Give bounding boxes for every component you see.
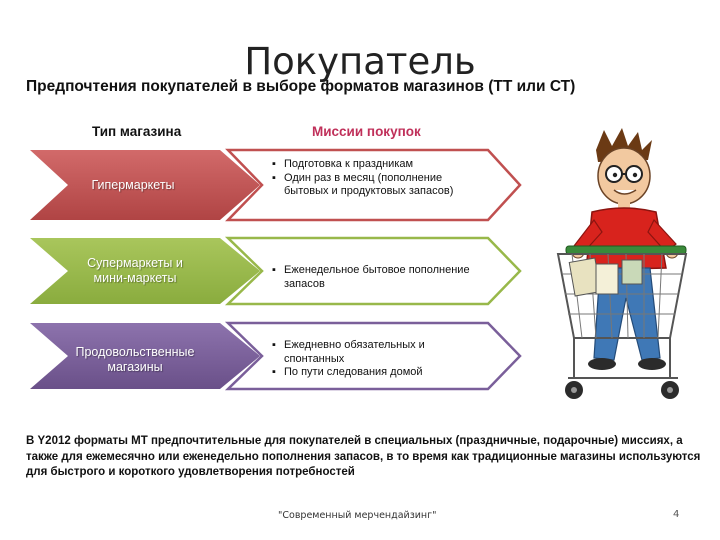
mission-bullet: ▪ Ежедневно обязательных и спонтанных — [272, 339, 472, 366]
mission-list-1 — [272, 158, 487, 199]
store-type-label-3: Продовольственные магазины — [75, 345, 195, 374]
page-title: Покупатель — [244, 40, 476, 83]
page-subtitle: Предпочтения покупателей в выборе форматов магазинов (ТТ или СТ) — [26, 78, 576, 95]
column-header-store-type: Тип магазина — [92, 124, 182, 139]
column-header-missions: Миссии покупок — [312, 124, 421, 139]
store-type-label-2: Супермаркеты и мини-маркеты — [87, 256, 183, 285]
conclusion-text: В Y2012 форматы МТ предпочтительные для покупателей в специальных (праздничные, подарочные) миссиях, а также для ежемесячно или еженедельно пополнения запасов, в то время как традиционные магазины используются для быстрого и короткого удовлетворения потребностей — [26, 435, 701, 478]
mission-bullet: ▪ Еженедельное бытовое пополнение запасов — [272, 264, 472, 291]
footer-caption: "Современный мерчендайзинг" — [278, 510, 437, 521]
mission-list-2 — [272, 264, 472, 291]
mission-bullet: ▪ Подготовка к праздникам — [272, 158, 487, 172]
page-number: 4 — [673, 509, 680, 520]
mission-bullet: ▪ Один раз в месяц (пополнение бытовых и продуктовых запасов) — [272, 172, 487, 199]
shopper-with-cart-illustration — [538, 128, 708, 408]
mission-bullet: ▪ По пути следования домой — [272, 366, 472, 380]
mission-list-3 — [272, 339, 472, 380]
store-type-label-1: Гипермаркеты — [91, 178, 175, 192]
